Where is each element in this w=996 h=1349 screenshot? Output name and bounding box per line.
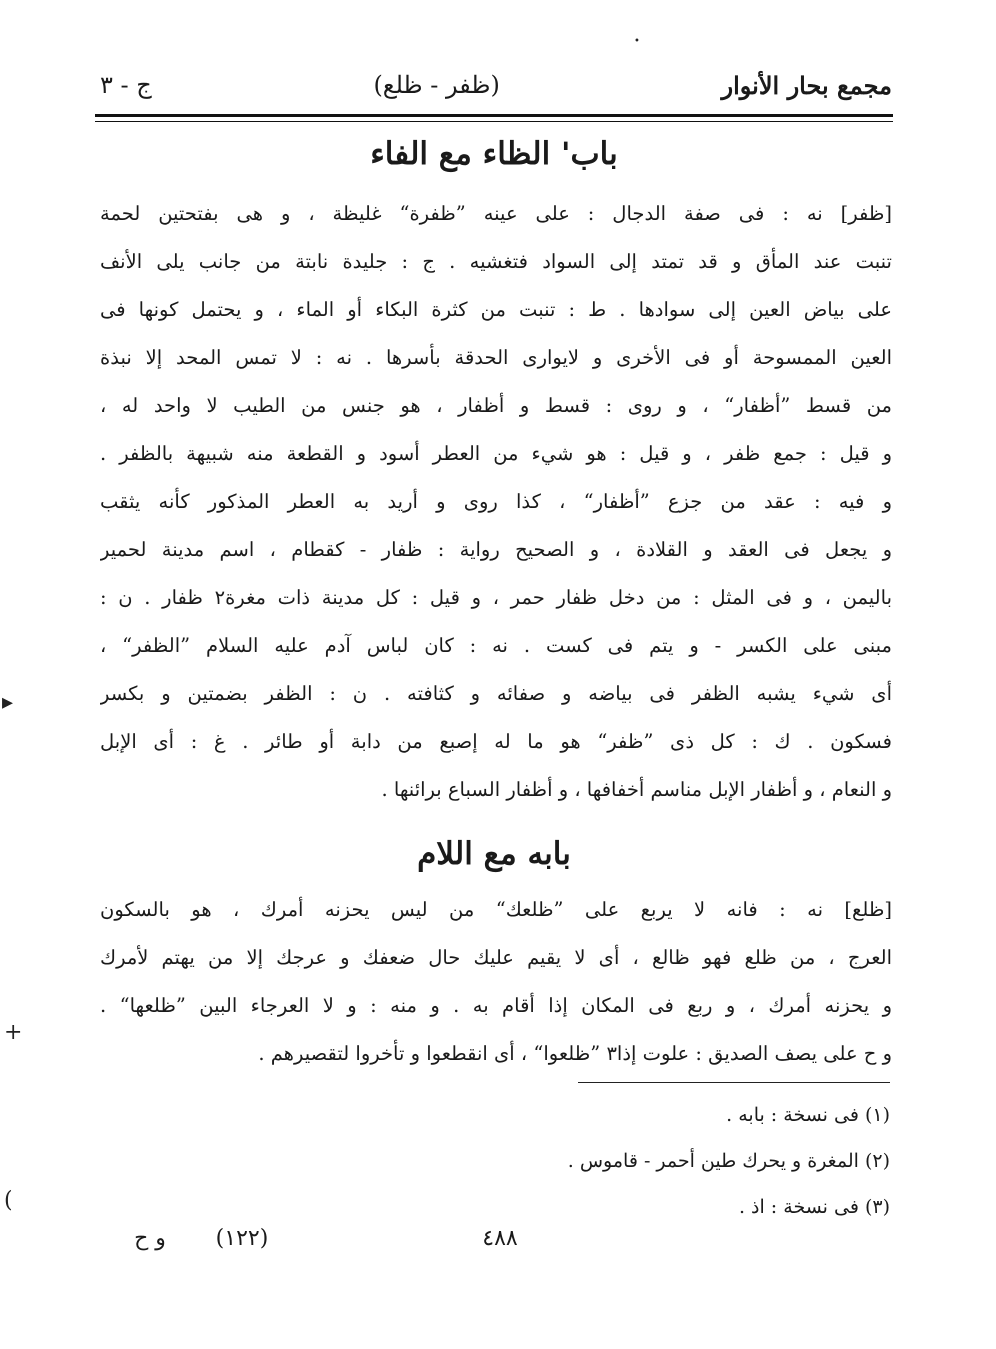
footnote: (٣) فى نسخة : اذ . <box>738 1196 890 1218</box>
header-rule-thick <box>95 114 893 117</box>
text-line: [ظفر] نه : فى صفة الدجال : على عينه ”ظفرة“ غليظة ، و هى بفتحتين لحمة <box>100 202 892 225</box>
footnote: (١) فى نسخة : بابه . <box>726 1104 890 1126</box>
print-marker: (١٢٢) <box>215 1226 269 1251</box>
text-line: باليمن ، و فى المثل : من دخل ظفار حمر ، و قيل : كل مدينة ذات مغرة٢ ظفار . ن : <box>100 586 892 609</box>
volume-label: ج - ٣ <box>100 71 152 99</box>
margin-paren-icon: ( <box>4 1188 13 1213</box>
section-title-zaa-faa: باب' الظاء مع الفاء <box>370 136 618 172</box>
text-line: و قيل : جمع ظفر ، و قيل : هو شيء من العطر أسود و القطعة منه شبيهة بالظفر . <box>100 442 892 465</box>
margin-cross-icon: + <box>4 1020 23 1045</box>
entry-range: (ظفر - ظلع) <box>373 71 500 99</box>
text-line: و ح على يصف الصديق : علوت إذا٣ ”ظلعوا“ ، أى انقطعوا و تأخروا لتقصيرهم . <box>258 1042 892 1065</box>
footnote-rule <box>578 1082 890 1083</box>
text-line: مبنى على الكسر - و يتم فى كست . نه : كان لباس آدم عليه السلام ”الظفر“ ، <box>100 634 892 657</box>
text-line: فسكون . ك : كل ذى ”ظفر“ هو ما له إصبع من دابة أو طائر . غ : أى الإبل <box>100 730 892 753</box>
text-line: العرج ، من ظلع فهو ظالع ، أى لا يقيم عليك حال ضعفك و عرجك إلا من يهتم لأمرك <box>100 946 892 969</box>
text-line: أى شيء يشبه الظفر فى بياضه و صفائه و كثافته . ن : الظفر بضمتين و بكسر <box>100 682 892 705</box>
speck-mark-icon: • <box>634 36 640 47</box>
text-line: و يحزنه أمرك ، و ربع فى المكان إذا أقام به . و منه : و لا العرجاء البين ”ظلعها“ . <box>100 994 892 1017</box>
section-body-lam <box>100 886 892 1078</box>
text-line: من قسط ”أظفار“ ، و روى : قسط و أظفار ، هو جنس من الطيب لا واحد له ، <box>100 394 892 417</box>
footnotes <box>300 1092 890 1230</box>
margin-mark-icon: ▸ <box>2 690 14 715</box>
section-body-zaa-faa <box>100 190 892 814</box>
running-header <box>100 62 892 108</box>
header-rule-thin <box>95 121 893 122</box>
text-line: و يجعل فى العقد و القلادة ، و الصحيح رواية : ظفار - كقطام ، اسم مدينة لحمير <box>100 538 892 561</box>
text-line: على بياض العين إلى سوادها . ط : تنبت من كثرة البكاء أو الماء ، و يحتمل كونها فى <box>100 298 892 321</box>
text-line: تنبت عند المأق و قد تمتد إلى السواد فتغشيه . ج : جليدة نابتة من جانب يلى الأنف <box>100 250 892 273</box>
section-title-lam: بابه مع اللام <box>417 836 571 872</box>
page-number: ٤٨٨ <box>482 1226 518 1251</box>
text-line: [ظلع] نه : فانه لا يربع على ”ظلعك“ من ليس يحزنه أمرك ، هو بالسكون <box>100 898 892 921</box>
text-line: و فيه : عقد من جزع ”أظفار“ ، كذا روى و أريد به العطر المذكور كأنه يثقب <box>100 490 892 513</box>
text-line: و النعام ، و أظفار الإبل مناسم أخفافها ، و أظفار السباع برائنها . <box>381 778 892 801</box>
signature-marker: و ح <box>134 1226 166 1251</box>
footnote: (٢) المغرة و يحرك طين أحمر - قاموس . <box>567 1150 890 1172</box>
text-line: العين الممسوحة أو فى الأخرى و لايوارى الحدقة بأسرها . نه : لا تمس المحد إلا نبذة <box>100 346 892 369</box>
book-title: مجمع بحار الأنوار <box>721 70 892 100</box>
